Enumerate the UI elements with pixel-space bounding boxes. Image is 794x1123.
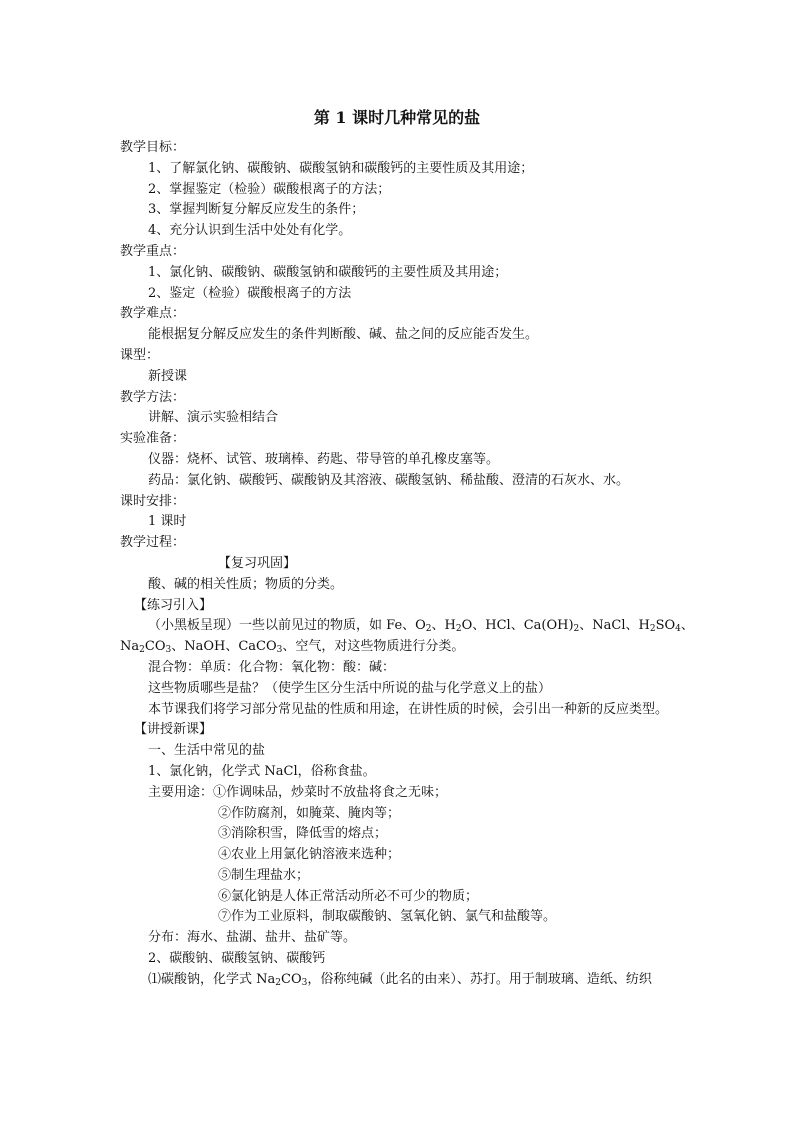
use-item: ⑦作为工业原料，制取碳酸钠、氢氧化钠、氯气和盐酸等。: [218, 909, 557, 925]
use-item: ①作调味品，炒菜时不放盐将食之无味；: [213, 784, 448, 800]
section-heading: 2、碳酸钠、碳酸氢钠、碳酸钙: [148, 951, 326, 967]
practice-heading: 【练习引入】: [134, 597, 213, 613]
difficulty-heading: 教学难点：: [120, 306, 186, 322]
new-lesson-heading: 【讲授新课】: [134, 722, 213, 738]
goals-heading: 教学目标：: [120, 140, 186, 155]
use-item: ③消除积雪，降低雪的熔点；: [218, 826, 388, 842]
which-salt-question: 这些物质哪些是盐？（使学生区分生活中所说的盐与化学意义上的盐）: [148, 680, 552, 696]
reagents-text: 药品：氯化钠、碳酸钙、碳酸钠及其溶液、碳酸氢钠、稀盐酸、澄清的石灰水、水。: [148, 472, 630, 488]
nacl-line: 1、氯化钠，化学式 NaCl，俗称食盐。: [148, 763, 376, 779]
goal-item: 1、了解氯化钠、碳酸钠、碳酸氢钠和碳酸钙的主要性质及其用途；: [148, 160, 534, 176]
method-text: 讲解、演示实验相结合: [148, 410, 279, 426]
difficulty-text: 能根据复分解反应发生的条件判断酸、碱、盐之间的反应能否发生。: [148, 327, 539, 343]
review-text: 酸、碱的相关性质；物质的分类。: [148, 576, 344, 592]
lesson-type-text: 新授课: [148, 368, 188, 384]
section-heading: 一、生活中常见的盐: [148, 743, 266, 759]
key-point-item: 2、鉴定（检验）碳酸根离子的方法: [148, 285, 352, 301]
method-heading: 教学方法：: [120, 389, 186, 405]
use-item: ⑥氯化钠是人体正常活动所必不可少的物质；: [218, 888, 479, 904]
use-item: ⑤制生理盐水；: [218, 867, 310, 883]
practice-line-2: $Na_2CO_3$、NaOH、CaCO$_3$、空气，对这些物质进行分类。: [120, 639, 465, 656]
schedule-heading: 课时安排：: [120, 493, 186, 509]
distribution-text: 分布：海水、盐湖、盐井、盐矿等。: [148, 930, 357, 946]
classification-text: 混合物：单质：化合物：氧化物：酸：碱：: [148, 659, 396, 675]
main-uses-line: [120, 783, 680, 804]
process-heading: 教学过程：: [120, 535, 186, 551]
prep-heading: 实验准备：: [120, 431, 186, 447]
use-item: ②作防腐剂，如腌菜、腌肉等；: [218, 805, 401, 821]
lesson-plan-body: [120, 138, 694, 991]
page-title: 第 1 课时几种常见的盐: [313, 108, 481, 127]
intro-paragraph: 本节课我们将学习部分常见盐的性质和用途，在讲性质的时候，会引出一种新的反应类型。: [148, 701, 669, 717]
sodium-carbonate-line: ⑴碳酸钠，化学式 $Na_2CO_3$，俗称纯碱（此名的由来）、苏打。用于制玻璃、造纸、纺织: [148, 971, 652, 988]
goal-item: 2、掌握鉴定（检验）碳酸根离子的方法；: [148, 181, 391, 197]
review-heading: 【复习巩固】: [218, 555, 297, 571]
uses-label: 主要用途：: [148, 784, 214, 800]
key-point-item: 1、氯化钠、碳酸钠、碳酸氢钠和碳酸钙的主要性质及其用途；: [148, 264, 508, 280]
practice-line-1: （小黑板呈现）一些以前见过的物质，如 Fe、$O_2$、$H_2O$、HCl、$Ca(OH)_2$、NaCl、$H_2SO_4$、: [148, 618, 694, 635]
instruments-text: 仪器：烧杯、试管、玻璃棒、药匙、带导管的单孔橡皮塞等。: [148, 451, 500, 467]
goal-item: 4、充分认识到生活中处处有化学。: [148, 223, 352, 239]
goal-item: 3、掌握判断复分解反应发生的条件；: [148, 202, 365, 218]
schedule-text: 1 课时: [148, 514, 187, 530]
key-points-heading: 教学重点：: [120, 243, 186, 259]
use-item: ④农业上用氯化钠溶液来选种；: [218, 847, 401, 863]
lesson-type-heading: 课型：: [120, 347, 160, 363]
